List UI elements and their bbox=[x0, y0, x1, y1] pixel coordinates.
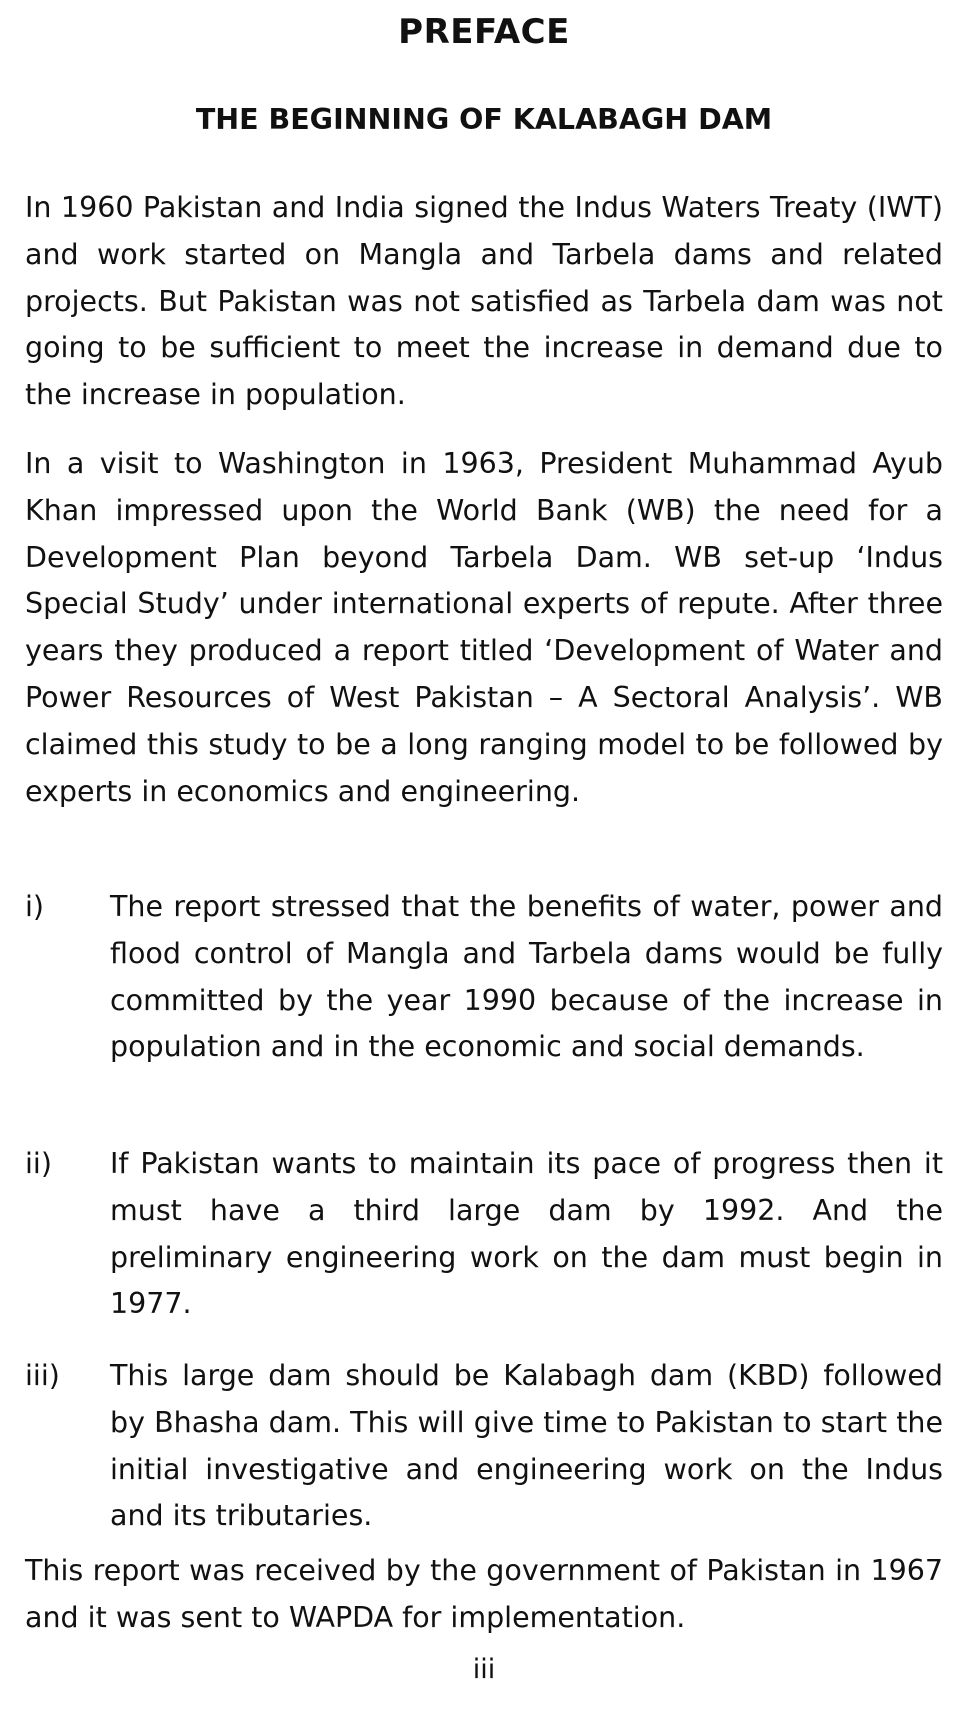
page-title: PREFACE bbox=[398, 12, 570, 52]
list-item-text: If Pakistan wants to maintain its pace of progress then it must have a third large dam by 1992. And the preliminary engineering work on the dam must begin in 1977. bbox=[110, 1147, 943, 1321]
closing-paragraph: This report was received by the government of Pakistan in 1967 and it was sent to WAPDA for implementation. bbox=[25, 1554, 943, 1634]
document-page bbox=[25, 0, 943, 1715]
list-marker: ii) bbox=[25, 1147, 52, 1180]
page-number: iii bbox=[472, 1654, 496, 1685]
paragraph-1: In 1960 Pakistan and India signed the Indus Waters Treaty (IWT) and work started on Mangla and Tarbela dams and related projects. But Pakistan was not satisfied as Tarbela dam was not going to be sufficient to meet the increase in demand due to the increase in population. bbox=[25, 191, 943, 412]
list-marker: i) bbox=[25, 890, 45, 923]
page-subtitle: THE BEGINNING OF KALABAGH DAM bbox=[195, 103, 773, 136]
list-item-text: The report stressed that the benefits of water, power and flood control of Mangla and Tarbela dams would be fully committed by the year 1990 because of the increase in population and in the economic and social demands. bbox=[110, 890, 943, 1064]
list-item-text: This large dam should be Kalabagh dam (KBD) followed by Bhasha dam. This will give time to Pakistan to start the initial investigative and engineering work on the Indus and its tributaries. bbox=[110, 1359, 943, 1533]
paragraph-2: In a visit to Washington in 1963, President Muhammad Ayub Khan impressed upon the World Bank (WB) the need for a Development Plan beyond Tarbela Dam. WB set-up ‘Indus Special Study’ under international experts of repute. After three years they produced a report titled ‘Development of Water and Power Resources of West Pakistan – A Sectoral Analysis’. WB claimed this study to be a long ranging model to be followed by experts in economics and engineering. bbox=[25, 447, 943, 808]
list-marker: iii) bbox=[25, 1359, 60, 1392]
